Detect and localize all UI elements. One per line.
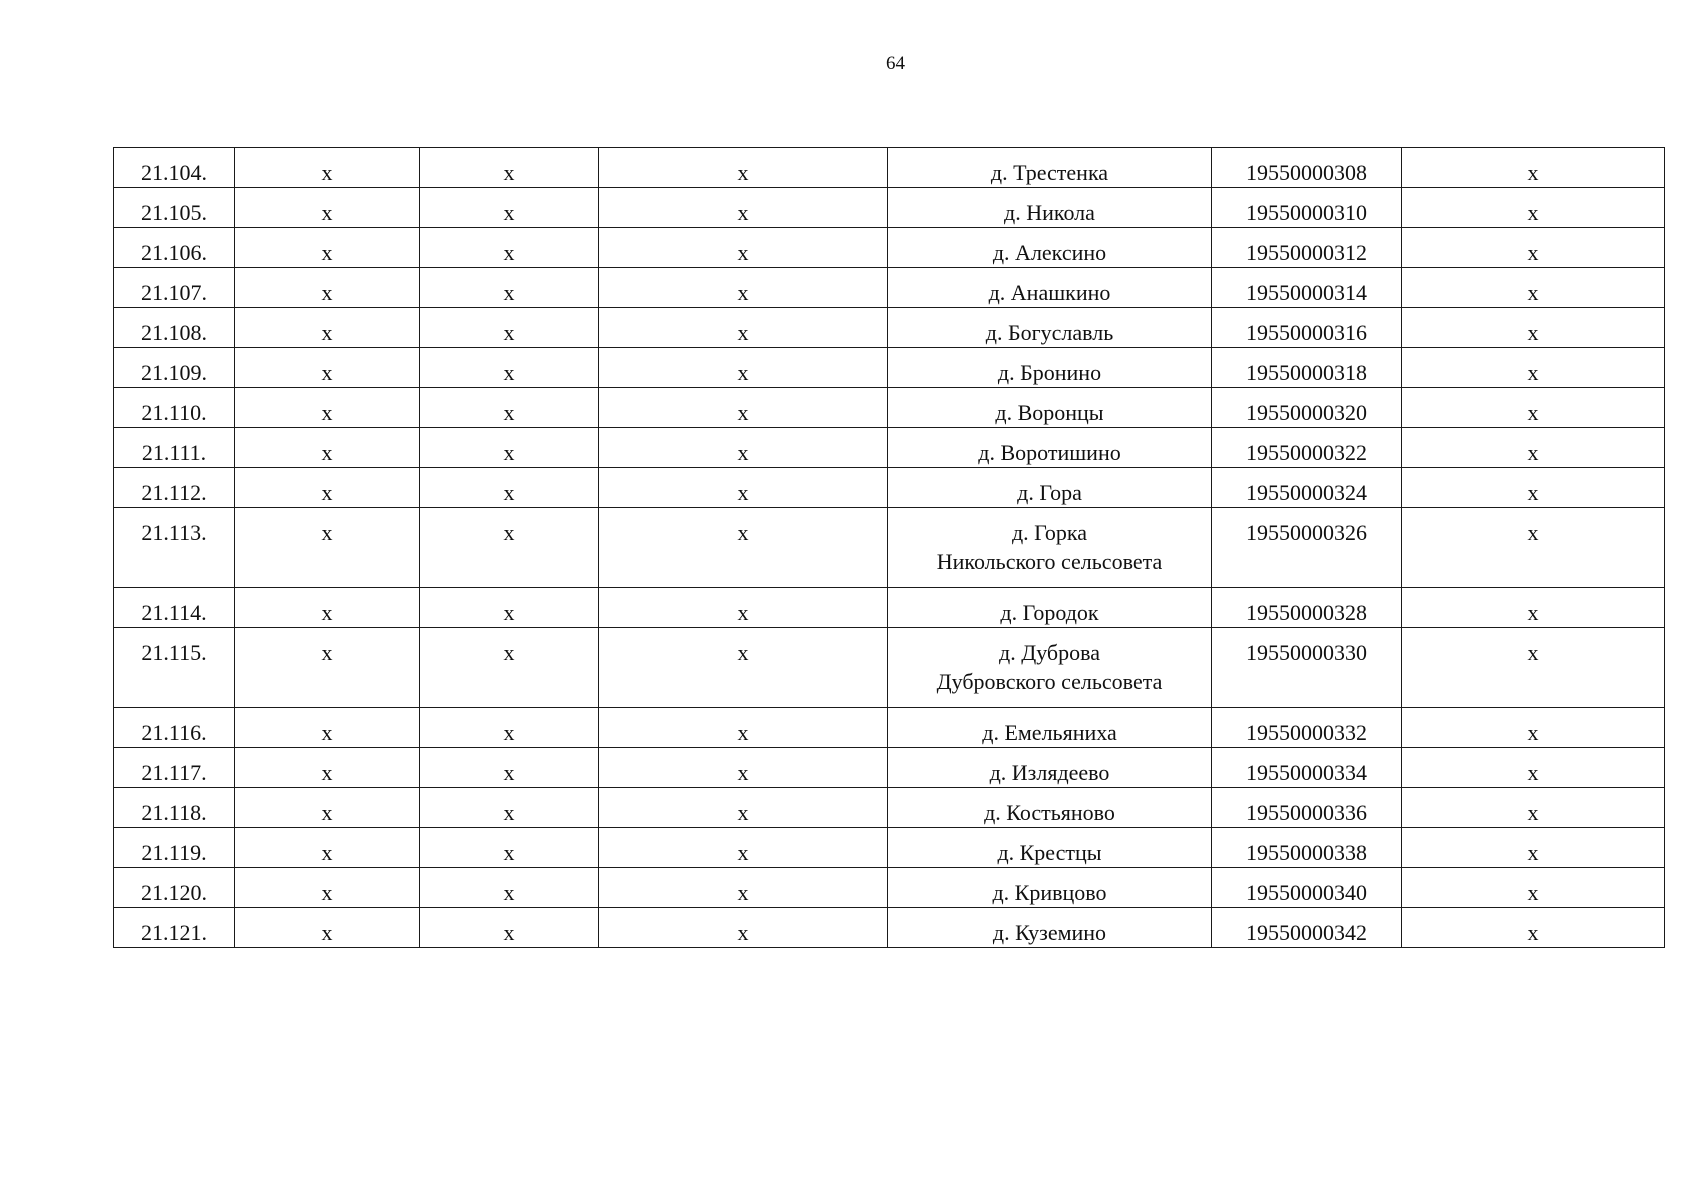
row-number-cell: 21.112. — [114, 468, 235, 508]
x-cell-3: x — [599, 628, 888, 708]
row-number-cell: 21.104. — [114, 148, 235, 188]
oktmo-code-cell: 19550000330 — [1212, 628, 1402, 708]
x-cell-4: x — [1402, 628, 1665, 708]
x-cell-1: x — [235, 628, 420, 708]
oktmo-code-cell: 19550000318 — [1212, 348, 1402, 388]
x-cell-2: x — [420, 588, 599, 628]
table-row — [114, 228, 1665, 268]
x-cell-4: x — [1402, 228, 1665, 268]
settlement-name-cell — [888, 148, 1212, 188]
x-cell-4: x — [1402, 188, 1665, 228]
table-row — [114, 188, 1665, 228]
x-cell-4: x — [1402, 508, 1665, 588]
settlement-name-cell — [888, 828, 1212, 868]
oktmo-code-cell: 19550000314 — [1212, 268, 1402, 308]
x-cell-4: x — [1402, 588, 1665, 628]
oktmo-code-cell: 19550000336 — [1212, 788, 1402, 828]
row-number-cell: 21.111. — [114, 428, 235, 468]
x-cell-1: x — [235, 508, 420, 588]
x-cell-3: x — [599, 188, 888, 228]
settlement-name-cell — [888, 228, 1212, 268]
settlement-name-line: д. Городок — [1000, 600, 1099, 625]
x-cell-3: x — [599, 388, 888, 428]
x-cell-3: x — [599, 588, 888, 628]
x-cell-1: x — [235, 188, 420, 228]
settlement-name-line: д. Кривцово — [992, 880, 1107, 905]
x-cell-4: x — [1402, 268, 1665, 308]
x-cell-3: x — [599, 788, 888, 828]
x-cell-3: x — [599, 148, 888, 188]
settlement-name-line: д. Крестцы — [997, 840, 1102, 865]
x-cell-2: x — [420, 268, 599, 308]
x-cell-3: x — [599, 708, 888, 748]
table-row — [114, 308, 1665, 348]
settlement-name-cell — [888, 708, 1212, 748]
settlement-name-line: д. Алексино — [992, 240, 1107, 265]
settlement-name-cell — [888, 468, 1212, 508]
x-cell-2: x — [420, 908, 599, 948]
table-row — [114, 828, 1665, 868]
row-number-cell: 21.113. — [114, 508, 235, 588]
settlement-name-cell — [888, 868, 1212, 908]
settlements-table — [113, 147, 1665, 948]
row-number-cell: 21.114. — [114, 588, 235, 628]
table-row — [114, 388, 1665, 428]
x-cell-1: x — [235, 788, 420, 828]
row-number-cell: 21.118. — [114, 788, 235, 828]
oktmo-code-cell: 19550000334 — [1212, 748, 1402, 788]
table-row — [114, 588, 1665, 628]
x-cell-3: x — [599, 308, 888, 348]
x-cell-2: x — [420, 788, 599, 828]
row-number-cell: 21.109. — [114, 348, 235, 388]
settlement-name-line: д. Бронино — [997, 360, 1102, 385]
x-cell-2: x — [420, 308, 599, 348]
oktmo-code-cell: 19550000316 — [1212, 308, 1402, 348]
x-cell-1: x — [235, 708, 420, 748]
row-number-cell: 21.107. — [114, 268, 235, 308]
x-cell-3: x — [599, 828, 888, 868]
x-cell-4: x — [1402, 308, 1665, 348]
table-body — [114, 148, 1665, 948]
x-cell-2: x — [420, 508, 599, 588]
row-number-cell: 21.105. — [114, 188, 235, 228]
x-cell-1: x — [235, 228, 420, 268]
settlement-name-line: д. Горка — [1011, 520, 1088, 545]
oktmo-code-cell: 19550000308 — [1212, 148, 1402, 188]
settlement-name-line: Дубровского сельсовета — [936, 669, 1163, 694]
row-number-cell: 21.117. — [114, 748, 235, 788]
x-cell-1: x — [235, 308, 420, 348]
oktmo-code-cell: 19550000322 — [1212, 428, 1402, 468]
oktmo-code-cell: 19550000338 — [1212, 828, 1402, 868]
settlement-name-line: д. Трестенка — [990, 160, 1109, 185]
settlement-name-cell — [888, 908, 1212, 948]
x-cell-4: x — [1402, 748, 1665, 788]
settlement-name-line: д. Анашкино — [988, 280, 1111, 305]
x-cell-1: x — [235, 268, 420, 308]
oktmo-code-cell: 19550000312 — [1212, 228, 1402, 268]
settlement-name-cell — [888, 628, 1212, 708]
x-cell-4: x — [1402, 148, 1665, 188]
x-cell-4: x — [1402, 428, 1665, 468]
table-row — [114, 908, 1665, 948]
oktmo-code-cell: 19550000326 — [1212, 508, 1402, 588]
oktmo-code-cell: 19550000340 — [1212, 868, 1402, 908]
x-cell-4: x — [1402, 388, 1665, 428]
x-cell-1: x — [235, 908, 420, 948]
settlement-name-line: д. Куземино — [992, 920, 1107, 945]
settlement-name-line: д. Гора — [1017, 480, 1082, 505]
table-row — [114, 868, 1665, 908]
x-cell-3: x — [599, 228, 888, 268]
x-cell-2: x — [420, 228, 599, 268]
x-cell-3: x — [599, 868, 888, 908]
x-cell-2: x — [420, 468, 599, 508]
row-number-cell: 21.116. — [114, 708, 235, 748]
x-cell-1: x — [235, 868, 420, 908]
table-row — [114, 508, 1665, 588]
row-number-cell: 21.108. — [114, 308, 235, 348]
settlement-name-line: д. Богуславль — [985, 320, 1114, 345]
x-cell-1: x — [235, 748, 420, 788]
settlement-name-line: д. Никола — [1004, 200, 1095, 225]
oktmo-code-cell: 19550000332 — [1212, 708, 1402, 748]
x-cell-3: x — [599, 508, 888, 588]
x-cell-3: x — [599, 468, 888, 508]
settlement-name-cell — [888, 788, 1212, 828]
settlement-name-cell — [888, 188, 1212, 228]
table-row — [114, 708, 1665, 748]
x-cell-1: x — [235, 588, 420, 628]
x-cell-2: x — [420, 148, 599, 188]
settlement-name-line: д. Дуброва — [999, 640, 1100, 665]
row-number-cell: 21.115. — [114, 628, 235, 708]
x-cell-4: x — [1402, 468, 1665, 508]
x-cell-2: x — [420, 748, 599, 788]
oktmo-code-cell: 19550000328 — [1212, 588, 1402, 628]
settlement-name-cell — [888, 388, 1212, 428]
x-cell-2: x — [420, 868, 599, 908]
settlement-name-line: Никольского сельсовета — [936, 549, 1163, 574]
x-cell-1: x — [235, 828, 420, 868]
settlement-name-line: д. Воронцы — [995, 400, 1104, 425]
settlement-name-line: д. Воротишино — [978, 440, 1121, 465]
table-row — [114, 428, 1665, 468]
x-cell-2: x — [420, 388, 599, 428]
x-cell-3: x — [599, 908, 888, 948]
oktmo-code-cell: 19550000324 — [1212, 468, 1402, 508]
x-cell-2: x — [420, 828, 599, 868]
table-row — [114, 748, 1665, 788]
x-cell-4: x — [1402, 908, 1665, 948]
x-cell-2: x — [420, 348, 599, 388]
table-row — [114, 788, 1665, 828]
x-cell-1: x — [235, 388, 420, 428]
x-cell-1: x — [235, 348, 420, 388]
settlement-name-cell — [888, 348, 1212, 388]
row-number-cell: 21.110. — [114, 388, 235, 428]
x-cell-2: x — [420, 428, 599, 468]
oktmo-code-cell: 19550000342 — [1212, 908, 1402, 948]
x-cell-2: x — [420, 708, 599, 748]
x-cell-1: x — [235, 428, 420, 468]
x-cell-2: x — [420, 188, 599, 228]
settlement-name-cell — [888, 428, 1212, 468]
settlement-name-cell — [888, 508, 1212, 588]
x-cell-2: x — [420, 628, 599, 708]
x-cell-3: x — [599, 748, 888, 788]
x-cell-4: x — [1402, 788, 1665, 828]
table-row — [114, 148, 1665, 188]
x-cell-3: x — [599, 268, 888, 308]
settlement-name-line: д. Излядеево — [989, 760, 1110, 785]
page-number: 64 — [886, 53, 905, 74]
settlement-name-line: д. Емельяниха — [982, 720, 1117, 745]
row-number-cell: 21.121. — [114, 908, 235, 948]
table-row — [114, 468, 1665, 508]
x-cell-1: x — [235, 148, 420, 188]
x-cell-3: x — [599, 348, 888, 388]
table-row — [114, 268, 1665, 308]
settlement-name-cell — [888, 588, 1212, 628]
table-row — [114, 348, 1665, 388]
x-cell-3: x — [599, 428, 888, 468]
x-cell-1: x — [235, 468, 420, 508]
x-cell-4: x — [1402, 828, 1665, 868]
table-row — [114, 628, 1665, 708]
row-number-cell: 21.106. — [114, 228, 235, 268]
settlement-name-cell — [888, 268, 1212, 308]
oktmo-code-cell: 19550000310 — [1212, 188, 1402, 228]
row-number-cell: 21.119. — [114, 828, 235, 868]
settlement-name-line: д. Костьяново — [984, 800, 1115, 825]
row-number-cell: 21.120. — [114, 868, 235, 908]
oktmo-code-cell: 19550000320 — [1212, 388, 1402, 428]
settlement-name-cell — [888, 308, 1212, 348]
settlement-name-cell — [888, 748, 1212, 788]
x-cell-4: x — [1402, 868, 1665, 908]
x-cell-4: x — [1402, 348, 1665, 388]
x-cell-4: x — [1402, 708, 1665, 748]
